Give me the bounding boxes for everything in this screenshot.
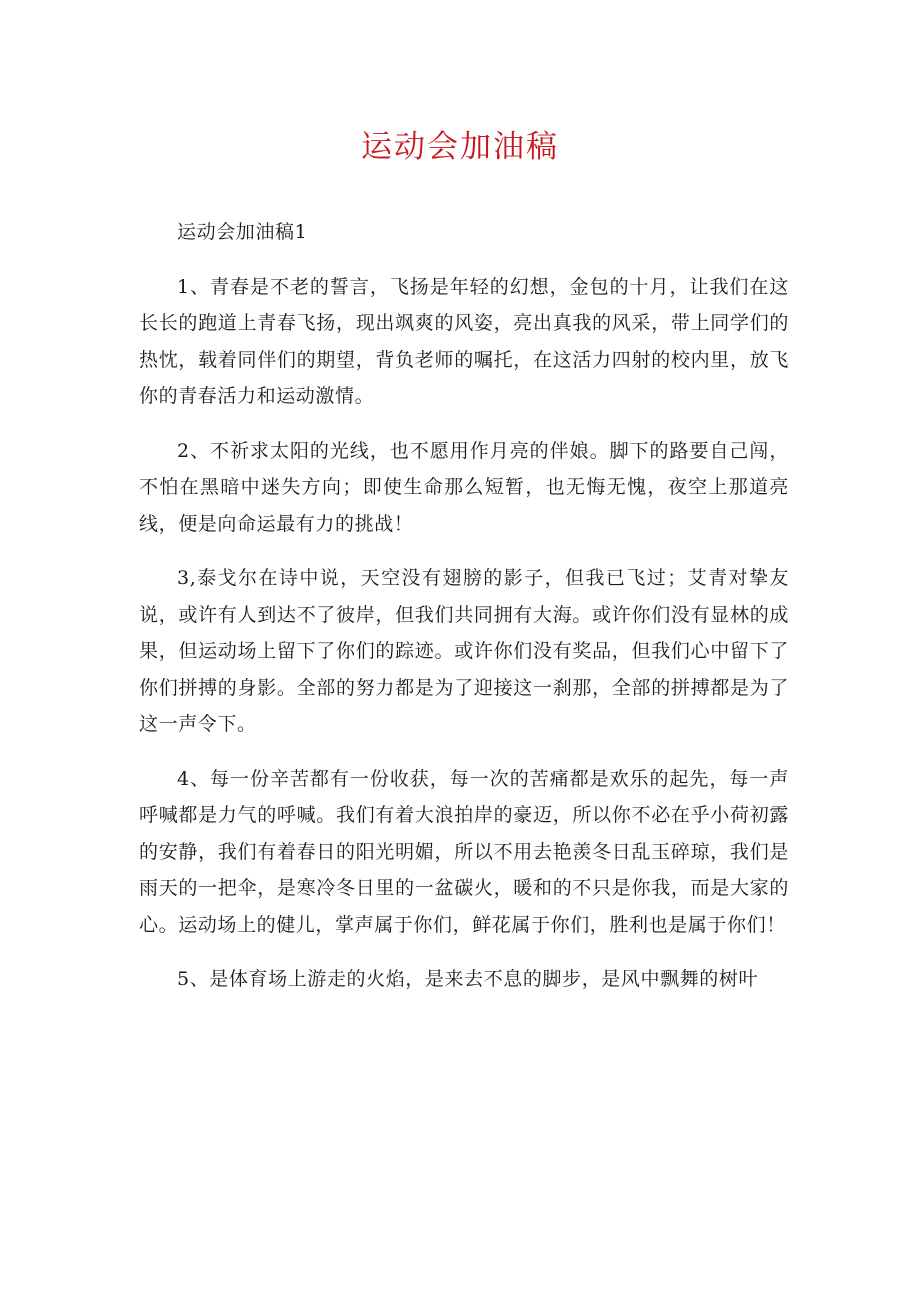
document-title: 运动会加油稿 <box>361 129 559 165</box>
paragraph-5: 5、是体育场上游走的火焰，是来去不息的脚步，是风中飘舞的树叶 <box>177 968 759 990</box>
document-body <box>139 214 789 1016</box>
paragraph-1: 1、青春是不老的誓言，飞扬是年轻的幻想，金包的十月，让我们在这长长的跑道上青春飞扬，现出飒爽的风姿，亮出真我的风采，带上同学们的热忱，载着同伴们的期望，背负老师的嘱托，在这活力四射的校内里，放飞你的青春活力和运动激情。 <box>139 275 789 407</box>
paragraph-4: 4、每一份辛苦都有一份收获，每一次的苦痛都是欢乐的起先，每一声呼喊都是力气的呼喊。我们有着大浪拍岸的豪迈，所以你不必在乎小荷初露的安静，我们有着春日的阳光明媚，所以不用去艳羡冬日乱玉碎琼，我们是雨天的一把伞，是寒冷冬日里的一盆碳火，暖和的不只是你我，而是大家的心。运动场上的健儿，掌声属于你们，鲜花属于你们，胜利也是属于你们！ <box>139 767 789 936</box>
paragraph-2: 2、不祈求太阳的光线，也不愿用作月亮的伴娘。脚下的路要自己闯，不怕在黑暗中迷失方向；即使生命那么短暂，也无悔无愧，夜空上那道亮线，便是向命运最有力的挑战！ <box>139 439 789 535</box>
paragraph-3: 3,泰戈尔在诗中说，天空没有翅膀的影子，但我已飞过；艾青对挚友说，或许有人到达不了彼岸，但我们共同拥有大海。或许你们没有显林的成果，但运动场上留下了你们的踪迹。或许你们没有奖品，但我们心中留下了你们拼搏的身影。全部的努力都是为了迎接这一刹那，全部的拼搏都是为了这一声令下。 <box>139 567 789 735</box>
section-heading: 运动会加油稿1 <box>177 221 308 243</box>
